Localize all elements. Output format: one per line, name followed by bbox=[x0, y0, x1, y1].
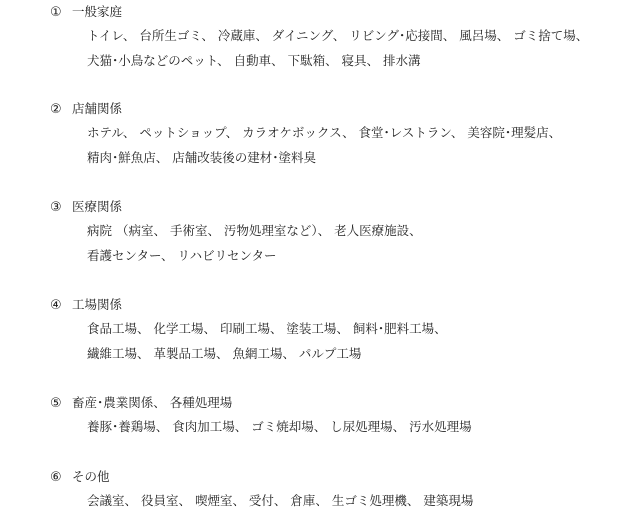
section-line: 養豚･養鶏場、 食肉加工場、 ゴミ焼却場、 し尿処理場、 汚水処理場 bbox=[87, 419, 472, 434]
section-number: ④ bbox=[50, 298, 62, 313]
section-heading bbox=[50, 467, 110, 487]
section-heading bbox=[50, 2, 122, 22]
section-heading bbox=[50, 99, 122, 119]
section-number: ① bbox=[50, 5, 62, 20]
section-line: 会議室、 役員室、 喫煙室、 受付、 倉庫、 生ゴミ処理機、 建築現場 bbox=[87, 493, 474, 508]
section-category: 工場関係 bbox=[72, 297, 123, 312]
section-heading bbox=[50, 295, 122, 315]
section-line: 病院 （病室、 手術室、 汚物処理室など）、 老人医療施設、 bbox=[87, 223, 422, 238]
section-line: 繊維工場、 革製品工場、 魚網工場、 パルプ工場 bbox=[87, 346, 362, 361]
section-line: 食品工場、 化学工場、 印刷工場、 塗装工場、 飼料･肥料工場、 bbox=[87, 321, 447, 336]
section-category: 店舗関係 bbox=[72, 101, 123, 116]
section-number: ② bbox=[50, 102, 62, 117]
section-number: ⑤ bbox=[50, 396, 62, 411]
section-heading bbox=[50, 197, 122, 217]
section-category: その他 bbox=[72, 469, 110, 484]
section-number: ⑥ bbox=[50, 470, 62, 485]
section-line: トイレ、 台所生ゴミ、 冷蔵庫、 ダイニング、 リビング･応接間、 風呂場、 ゴミ捨て場、 bbox=[87, 28, 589, 43]
section-line: 犬猫･小鳥などのペット、 自動車、 下駄箱、 寝具、 排水溝 bbox=[87, 53, 421, 68]
section-number: ③ bbox=[50, 200, 62, 215]
section-category: 医療関係 bbox=[72, 199, 123, 214]
section-category: 畜産･農業関係、 各種処理場 bbox=[72, 395, 233, 410]
section-line: 精肉･鮮魚店、 店舗改装後の建材･塗料臭 bbox=[87, 150, 316, 165]
section-line: ホテル、 ペットショップ、 カラオケボックス、 食堂･レストラン、 美容院･理髪店、 bbox=[87, 125, 562, 140]
section-heading bbox=[50, 393, 232, 413]
section-category: 一般家庭 bbox=[72, 4, 123, 19]
section-line: 看護センター、 リハビリセンター bbox=[87, 248, 277, 263]
